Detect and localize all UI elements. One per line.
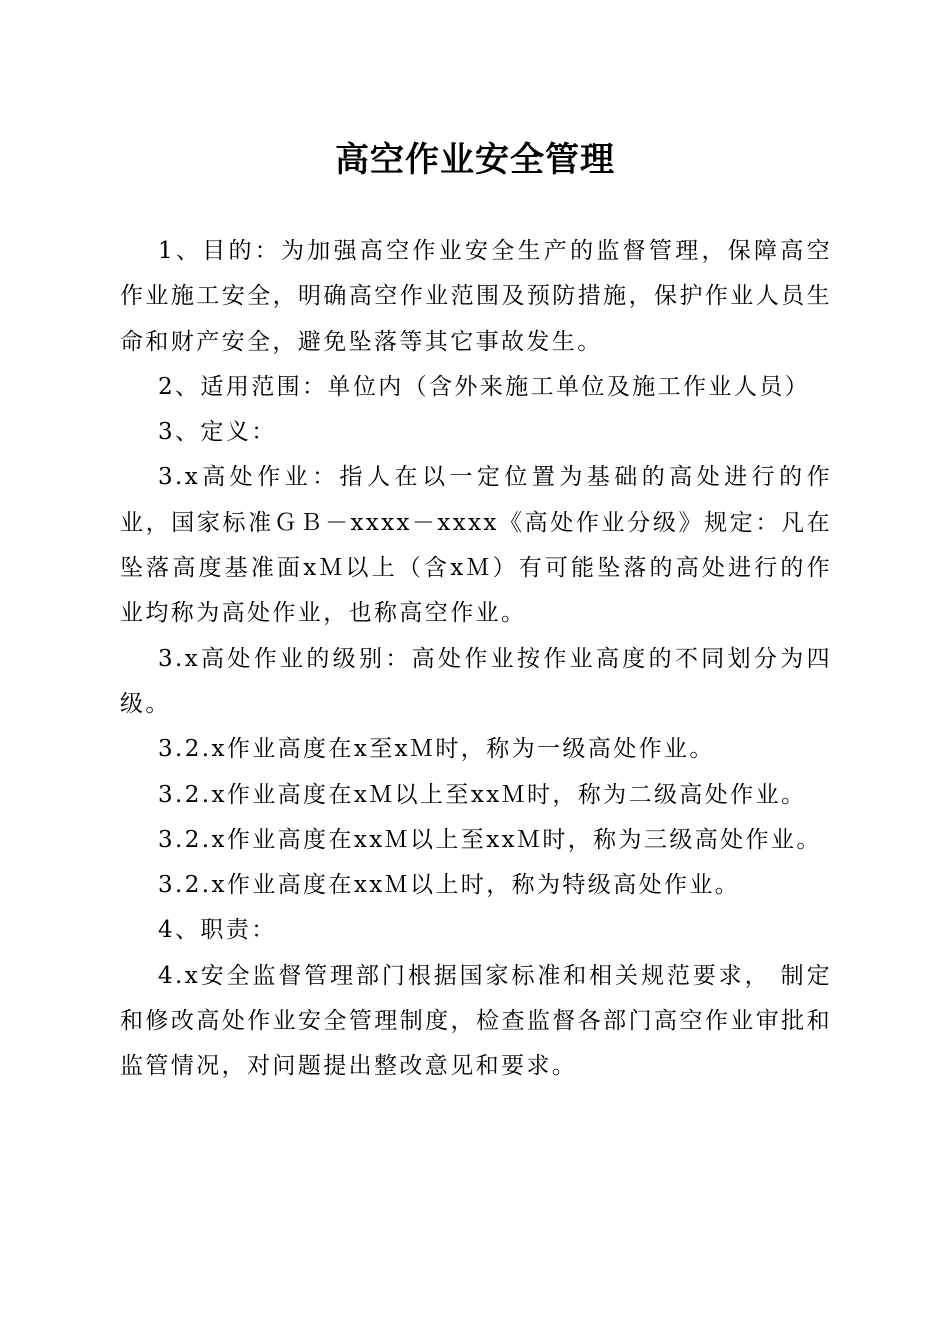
paragraph-scope: 2、适用范围：单位内（含外来施工单位及施工作业人员） [158, 373, 811, 400]
paragraph-level-three: 3.2.x作业高度在xxＭ以上至xxＭ时，称为三级高处作业。 [158, 826, 822, 853]
paragraph-responsibility-safety-dept: 4.x安全监督管理部门根据国家标准和相关规范要求， 制定和修改高处作业安全管理制度，检查监督各部门高空作业审批和监管情况，对问题提出整改意见和要求。 [120, 962, 832, 1080]
paragraph-definition-high-work: 3.x高处作业：指人在以一定位置为基础的高处进行的作业，国家标准ＧＢ－xxxx－xxxx《高处作业分级》规定：凡在坠落高度基准面xＭ以上（含xＭ）有可能坠落的高处进行的作业均称为高处作业，也称高空作业。 [120, 464, 832, 627]
paragraph-level-special: 3.2.x作业高度在xxＭ以上时，称为特级高处作业。 [158, 872, 741, 899]
document-body [120, 229, 832, 1090]
paragraph-definition-levels: 3.x高处作业的级别：高处作业按作业高度的不同划分为四级。 [120, 645, 832, 717]
paragraph-level-one: 3.2.x作业高度在x至xＭ时，称为一级高处作业。 [158, 736, 715, 763]
paragraph-purpose: 1、目的：为加强高空作业安全生产的监督管理，保障高空作业施工安全，明确高空作业范围及预防措施，保护作业人员生命和财产安全，避免坠落等其它事故发生。 [120, 238, 832, 355]
paragraph-definitions-heading: 3、定义： [158, 419, 277, 446]
paragraph-level-two: 3.2.x作业高度在xＭ以上至xxＭ时，称为二级高处作业。 [158, 781, 807, 808]
paragraph-responsibilities-heading: 4、职责： [158, 917, 277, 944]
document-title: 高空作业安全管理 [335, 140, 615, 180]
